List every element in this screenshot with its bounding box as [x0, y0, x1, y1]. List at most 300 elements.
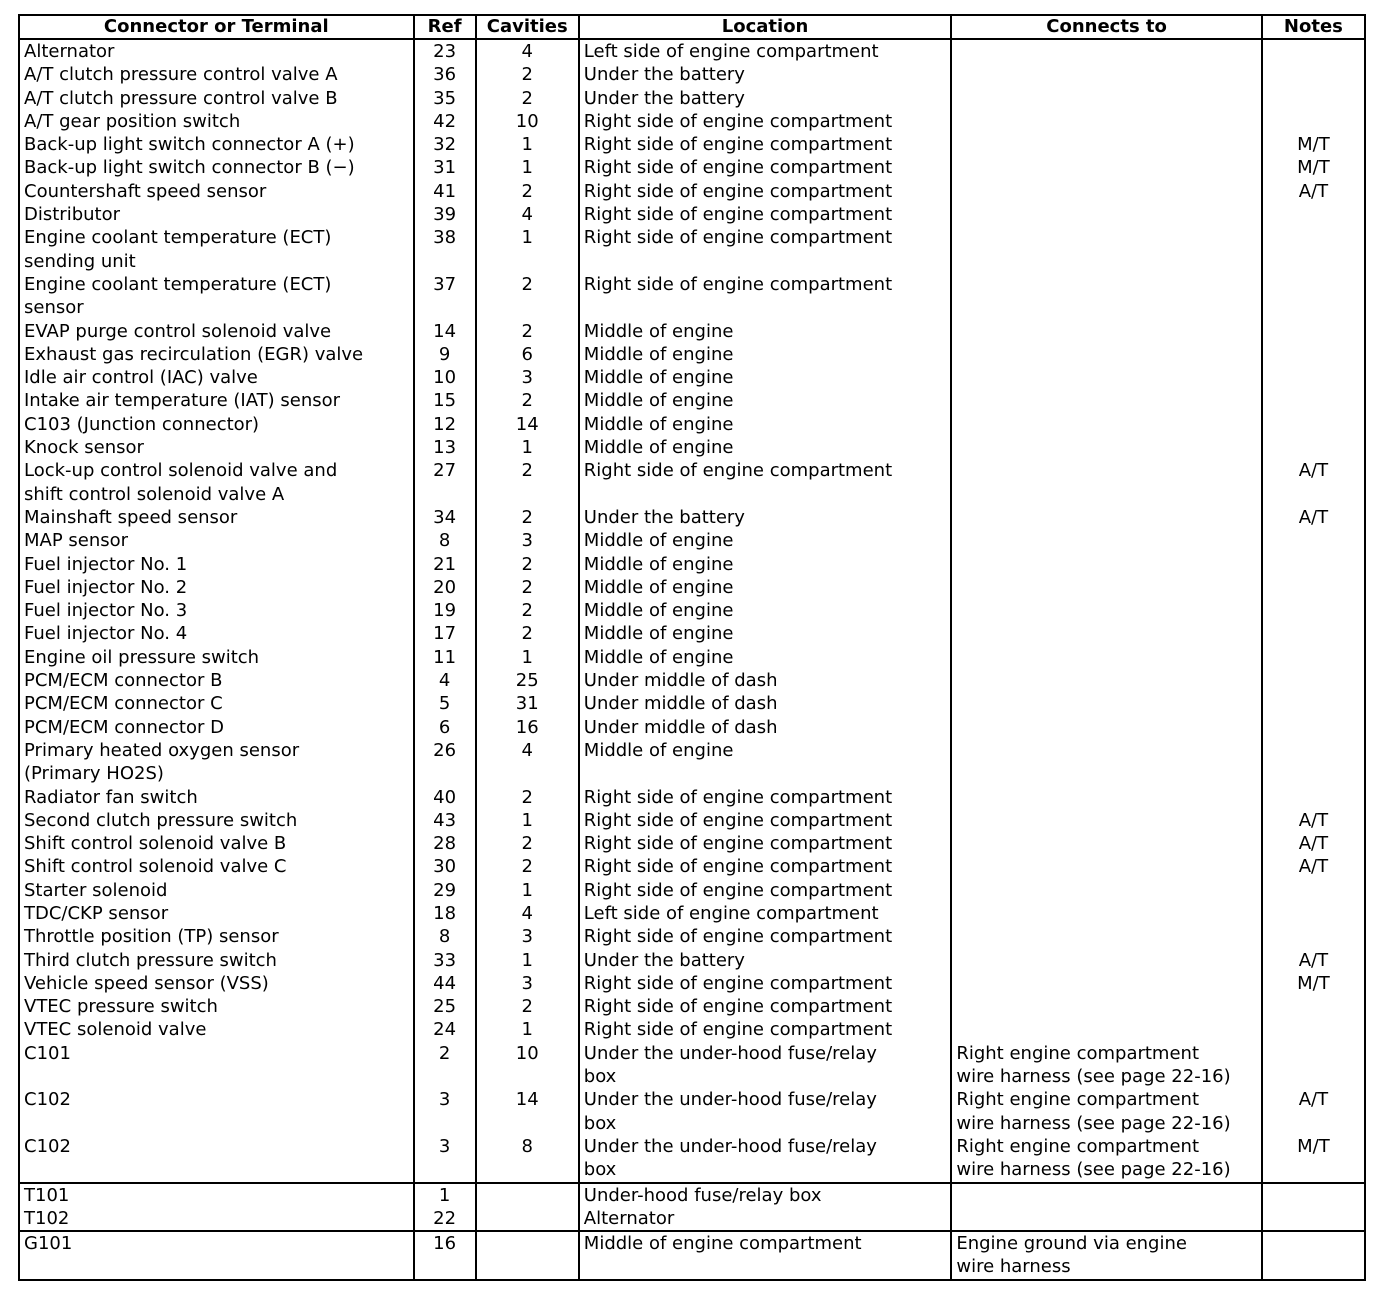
- connects-to-cell-line: wire harness (see page 22-16): [956, 1159, 1231, 1181]
- connector-cell-line: Vehicle speed sensor (VSS): [24, 972, 269, 994]
- connector-cell: [19, 949, 414, 972]
- cavities-cell: 2: [476, 995, 579, 1018]
- connects-to-cell: [951, 739, 1261, 786]
- ref-cell: 13: [414, 436, 476, 459]
- connects-to-cell: [951, 646, 1261, 669]
- connector-cell-line: sending unit: [24, 250, 136, 272]
- table-row: [19, 669, 1365, 692]
- location-cell: [579, 972, 952, 995]
- ref-cell: 2: [414, 1042, 476, 1089]
- connects-to-cell: [951, 692, 1261, 715]
- location-cell-line: Under middle of dash: [583, 693, 778, 715]
- connector-cell: [19, 366, 414, 389]
- location-cell-line: Right side of engine compartment: [583, 996, 893, 1018]
- connects-to-cell: [951, 39, 1261, 63]
- cavities-cell: 2: [476, 63, 579, 86]
- cavities-cell: 2: [476, 832, 579, 855]
- connector-cell-line: Exhaust gas recirculation (EGR) valve: [24, 343, 364, 365]
- connects-to-cell: [951, 156, 1261, 179]
- notes-cell: [1262, 576, 1365, 599]
- ref-cell: 19: [414, 599, 476, 622]
- location-cell-line: Middle of engine: [583, 437, 734, 459]
- connects-to-cell: [951, 226, 1261, 273]
- ref-cell: 15: [414, 389, 476, 412]
- location-cell-line: Under the battery: [583, 506, 745, 528]
- connects-to-cell: [951, 832, 1261, 855]
- location-cell-line: Under the under-hood fuse/relay: [583, 1042, 877, 1064]
- table-row: [19, 459, 1365, 506]
- ref-cell: 8: [414, 529, 476, 552]
- connects-to-cell: [951, 343, 1261, 366]
- connector-cell: [19, 203, 414, 226]
- connects-to-cell: [951, 180, 1261, 203]
- table-row: [19, 156, 1365, 179]
- cavities-cell: 4: [476, 739, 579, 786]
- connector-cell: [19, 436, 414, 459]
- table-row: [19, 87, 1365, 110]
- location-cell: [579, 366, 952, 389]
- notes-cell: A/T: [1262, 180, 1365, 203]
- connector-cell-line: MAP sensor: [24, 530, 129, 552]
- notes-cell: [1262, 1183, 1365, 1207]
- ref-cell: 22: [414, 1207, 476, 1231]
- location-cell-line: Under the under-hood fuse/relay: [583, 1089, 877, 1111]
- connector-cell: [19, 1018, 414, 1041]
- ref-cell: 43: [414, 809, 476, 832]
- cavities-cell: 2: [476, 786, 579, 809]
- connects-to-cell: [951, 925, 1261, 948]
- ref-cell: 16: [414, 1231, 476, 1280]
- cavities-cell: 2: [476, 459, 579, 506]
- cavities-cell: 2: [476, 320, 579, 343]
- ref-cell: 9: [414, 343, 476, 366]
- notes-cell: [1262, 1042, 1365, 1089]
- ref-cell: 40: [414, 786, 476, 809]
- ref-cell: 35: [414, 87, 476, 110]
- connector-cell-line: Intake air temperature (IAT) sensor: [24, 390, 341, 412]
- ref-cell: 3: [414, 1088, 476, 1135]
- location-cell: [579, 1018, 952, 1041]
- connector-cell-line: Countershaft speed sensor: [24, 180, 267, 202]
- table-row: [19, 972, 1365, 995]
- table-row: [19, 786, 1365, 809]
- connector-cell: [19, 972, 414, 995]
- connects-to-cell-line: Engine ground via engine: [956, 1233, 1187, 1255]
- ref-cell: 8: [414, 925, 476, 948]
- connector-cell: [19, 1042, 414, 1089]
- cavities-cell: 2: [476, 576, 579, 599]
- location-cell: [579, 110, 952, 133]
- connector-cell-line: (Primary HO2S): [24, 763, 164, 785]
- connects-to-cell-line: Right engine compartment: [956, 1042, 1200, 1064]
- header-row: [19, 15, 1365, 39]
- location-cell-line: Middle of engine: [583, 553, 734, 575]
- location-cell: [579, 879, 952, 902]
- cavities-cell: 2: [476, 622, 579, 645]
- connector-cell: [19, 809, 414, 832]
- connector-cell: [19, 413, 414, 436]
- location-cell: [579, 436, 952, 459]
- notes-cell: M/T: [1262, 133, 1365, 156]
- connector-cell: [19, 226, 414, 273]
- location-cell: [579, 320, 952, 343]
- connector-cell-line: G101: [24, 1233, 73, 1255]
- connector-cell: [19, 87, 414, 110]
- connector-cell-line: A/T clutch pressure control valve B: [24, 87, 338, 109]
- connector-cell-line: Back-up light switch connector B (−): [24, 157, 355, 179]
- cavities-cell: 2: [476, 389, 579, 412]
- connector-cell-line: T102: [24, 1207, 70, 1229]
- ref-cell: 20: [414, 576, 476, 599]
- notes-cell: A/T: [1262, 855, 1365, 878]
- location-cell: [579, 389, 952, 412]
- location-cell-line: Right side of engine compartment: [583, 1019, 893, 1041]
- table-row: [19, 1018, 1365, 1041]
- table-row: [19, 1135, 1365, 1183]
- table-row: [19, 203, 1365, 226]
- connects-to-cell: [951, 87, 1261, 110]
- ref-cell: 12: [414, 413, 476, 436]
- location-cell-line: Middle of engine: [583, 390, 734, 412]
- connects-to-cell: [951, 1018, 1261, 1041]
- connector-cell-line: Shift control solenoid valve B: [24, 833, 287, 855]
- location-cell: [579, 599, 952, 622]
- cavities-cell: 1: [476, 436, 579, 459]
- table-row: [19, 529, 1365, 552]
- notes-cell: [1262, 692, 1365, 715]
- connector-cell-line: TDC/CKP sensor: [24, 902, 169, 924]
- location-cell-line: Right side of engine compartment: [583, 809, 893, 831]
- cavities-cell: 4: [476, 39, 579, 63]
- notes-cell: [1262, 1231, 1365, 1280]
- cavities-cell: 31: [476, 692, 579, 715]
- location-cell: [579, 925, 952, 948]
- location-cell-line: Right side of engine compartment: [583, 879, 893, 901]
- connector-cell: [19, 553, 414, 576]
- connects-to-cell: [951, 622, 1261, 645]
- connector-cell: [19, 320, 414, 343]
- connects-to-cell: [951, 1231, 1261, 1280]
- connects-to-cell: [951, 413, 1261, 436]
- location-cell: [579, 413, 952, 436]
- connector-cell-line: PCM/ECM connector C: [24, 693, 223, 715]
- table-row: [19, 389, 1365, 412]
- notes-cell: [1262, 320, 1365, 343]
- ref-cell: 31: [414, 156, 476, 179]
- notes-cell: M/T: [1262, 972, 1365, 995]
- cavities-cell: 25: [476, 669, 579, 692]
- table-row: [19, 63, 1365, 86]
- location-cell-line: Middle of engine: [583, 530, 734, 552]
- location-cell-line: Right side of engine compartment: [583, 460, 893, 482]
- cavities-cell: 8: [476, 1135, 579, 1183]
- ref-cell: 38: [414, 226, 476, 273]
- connector-cell: [19, 832, 414, 855]
- connector-cell: [19, 343, 414, 366]
- notes-cell: [1262, 716, 1365, 739]
- connector-cell: [19, 1207, 414, 1231]
- connector-cell: [19, 529, 414, 552]
- ref-cell: 18: [414, 902, 476, 925]
- connector-cell: [19, 879, 414, 902]
- header-ref: Ref: [414, 15, 476, 39]
- connects-to-cell-line: wire harness: [956, 1256, 1071, 1278]
- cavities-cell: 1: [476, 879, 579, 902]
- table-row: [19, 995, 1365, 1018]
- cavities-cell: 3: [476, 925, 579, 948]
- connects-to-cell: [951, 273, 1261, 320]
- connector-cell-line: C102: [24, 1135, 71, 1157]
- connector-cell: [19, 63, 414, 86]
- connector-cell: [19, 1088, 414, 1135]
- ref-cell: 33: [414, 949, 476, 972]
- location-cell-line: Right side of engine compartment: [583, 110, 893, 132]
- connects-to-cell: [951, 529, 1261, 552]
- connects-to-cell: [951, 1183, 1261, 1207]
- connects-to-cell: [951, 389, 1261, 412]
- notes-cell: [1262, 739, 1365, 786]
- connector-cell-line: shift control solenoid valve A: [24, 483, 285, 505]
- notes-cell: [1262, 925, 1365, 948]
- location-cell-line: box: [583, 1066, 617, 1088]
- cavities-cell: 1: [476, 949, 579, 972]
- notes-cell: [1262, 273, 1365, 320]
- location-cell-line: box: [583, 1159, 617, 1181]
- ref-cell: 24: [414, 1018, 476, 1041]
- location-cell: [579, 809, 952, 832]
- cavities-cell: 2: [476, 599, 579, 622]
- cavities-cell: 2: [476, 553, 579, 576]
- table-row: [19, 599, 1365, 622]
- connects-to-cell-line: wire harness (see page 22-16): [956, 1112, 1231, 1134]
- location-cell-line: Middle of engine: [583, 739, 734, 761]
- table-row: [19, 1183, 1365, 1207]
- connects-to-cell: [951, 63, 1261, 86]
- header-notes: Notes: [1262, 15, 1365, 39]
- connector-cell-line: Throttle position (TP) sensor: [24, 926, 279, 948]
- ref-cell: 6: [414, 716, 476, 739]
- location-cell: [579, 343, 952, 366]
- ref-cell: 3: [414, 1135, 476, 1183]
- cavities-cell: 2: [476, 855, 579, 878]
- table-row: [19, 879, 1365, 902]
- connector-cell-line: Knock sensor: [24, 437, 144, 459]
- notes-cell: [1262, 343, 1365, 366]
- connector-cell: [19, 576, 414, 599]
- location-cell-line: Right side of engine compartment: [583, 157, 893, 179]
- connector-cell-line: C103 (Junction connector): [24, 413, 260, 435]
- connector-table: [18, 14, 1366, 1281]
- location-cell: [579, 739, 952, 786]
- notes-cell: M/T: [1262, 156, 1365, 179]
- connects-to-cell: [951, 786, 1261, 809]
- table-row: [19, 226, 1365, 273]
- location-cell-line: Under middle of dash: [583, 670, 778, 692]
- notes-cell: [1262, 879, 1365, 902]
- notes-cell: [1262, 226, 1365, 273]
- notes-cell: [1262, 902, 1365, 925]
- connector-cell: [19, 156, 414, 179]
- cavities-cell: 2: [476, 87, 579, 110]
- connects-to-cell: [951, 599, 1261, 622]
- connector-cell: [19, 273, 414, 320]
- connector-cell-line: A/T clutch pressure control valve A: [24, 64, 338, 86]
- table-row: [19, 110, 1365, 133]
- connector-cell: [19, 506, 414, 529]
- table-row: [19, 1207, 1365, 1231]
- table-row: [19, 39, 1365, 63]
- notes-cell: A/T: [1262, 459, 1365, 506]
- location-cell-line: Right side of engine compartment: [583, 856, 893, 878]
- connects-to-cell: [951, 203, 1261, 226]
- location-cell: [579, 506, 952, 529]
- table-row: [19, 366, 1365, 389]
- ref-cell: 21: [414, 553, 476, 576]
- location-cell: [579, 576, 952, 599]
- connects-to-cell: [951, 855, 1261, 878]
- connector-cell: [19, 855, 414, 878]
- notes-cell: [1262, 786, 1365, 809]
- connector-cell-line: Distributor: [24, 204, 121, 226]
- location-cell-line: Right side of engine compartment: [583, 273, 893, 295]
- table-row: [19, 739, 1365, 786]
- table-row: [19, 436, 1365, 459]
- notes-cell: A/T: [1262, 949, 1365, 972]
- cavities-cell: 1: [476, 133, 579, 156]
- location-cell: [579, 902, 952, 925]
- connector-cell-line: Engine coolant temperature (ECT): [24, 227, 332, 249]
- ref-cell: 10: [414, 366, 476, 389]
- location-cell-line: Under the battery: [583, 949, 745, 971]
- ref-cell: 44: [414, 972, 476, 995]
- notes-cell: [1262, 995, 1365, 1018]
- connector-cell: [19, 622, 414, 645]
- connects-to-cell-line: wire harness (see page 22-16): [956, 1066, 1231, 1088]
- notes-cell: A/T: [1262, 832, 1365, 855]
- ref-cell: 27: [414, 459, 476, 506]
- location-cell: [579, 133, 952, 156]
- connects-to-cell: [951, 1088, 1261, 1135]
- location-cell-line: box: [583, 1112, 617, 1134]
- location-cell: [579, 63, 952, 86]
- table-row: [19, 320, 1365, 343]
- connector-cell-line: Back-up light switch connector A (+): [24, 134, 355, 156]
- connects-to-cell: [951, 459, 1261, 506]
- connects-to-cell: [951, 133, 1261, 156]
- notes-cell: [1262, 553, 1365, 576]
- cavities-cell: 2: [476, 273, 579, 320]
- cavities-cell: 14: [476, 1088, 579, 1135]
- cavities-cell: 1: [476, 156, 579, 179]
- connector-cell-line: Third clutch pressure switch: [24, 949, 277, 971]
- connector-cell-line: C102: [24, 1089, 71, 1111]
- connector-cell: [19, 599, 414, 622]
- location-cell-line: Right side of engine compartment: [583, 833, 893, 855]
- ref-cell: 32: [414, 133, 476, 156]
- location-cell: [579, 949, 952, 972]
- location-cell: [579, 459, 952, 506]
- table-row: [19, 576, 1365, 599]
- table-row: [19, 1088, 1365, 1135]
- connector-cell-line: Shift control solenoid valve C: [24, 856, 287, 878]
- connector-cell: [19, 1135, 414, 1183]
- location-cell-line: Middle of engine: [583, 413, 734, 435]
- connects-to-cell: [951, 972, 1261, 995]
- cavities-cell: 3: [476, 529, 579, 552]
- location-cell: [579, 669, 952, 692]
- notes-cell: [1262, 110, 1365, 133]
- connector-cell-line: Radiator fan switch: [24, 786, 198, 808]
- location-cell: [579, 226, 952, 273]
- location-cell-line: Left side of engine compartment: [583, 902, 879, 924]
- connector-cell: [19, 739, 414, 786]
- location-cell: [579, 1207, 952, 1231]
- cavities-cell: 10: [476, 1042, 579, 1089]
- connects-to-cell: [951, 669, 1261, 692]
- location-cell: [579, 1231, 952, 1280]
- connector-cell-line: VTEC pressure switch: [24, 996, 218, 1018]
- ref-cell: 41: [414, 180, 476, 203]
- location-cell-line: Right side of engine compartment: [583, 972, 893, 994]
- cavities-cell: 6: [476, 343, 579, 366]
- connector-cell: [19, 646, 414, 669]
- cavities-cell: 1: [476, 1018, 579, 1041]
- location-cell: [579, 180, 952, 203]
- location-cell-line: Alternator: [583, 1207, 675, 1229]
- location-cell: [579, 622, 952, 645]
- notes-cell: [1262, 599, 1365, 622]
- header-connects-to: Connects to: [951, 15, 1261, 39]
- connector-cell: [19, 110, 414, 133]
- location-cell: [579, 87, 952, 110]
- notes-cell: [1262, 366, 1365, 389]
- connector-cell-line: Primary heated oxygen sensor: [24, 739, 300, 761]
- connector-cell-line: Engine oil pressure switch: [24, 646, 260, 668]
- ref-cell: 5: [414, 692, 476, 715]
- connector-cell: [19, 39, 414, 63]
- location-cell-line: Middle of engine: [583, 600, 734, 622]
- ref-cell: 28: [414, 832, 476, 855]
- location-cell-line: Under-hood fuse/relay box: [583, 1184, 822, 1206]
- ref-cell: 11: [414, 646, 476, 669]
- connects-to-cell-line: Right engine compartment: [956, 1135, 1200, 1157]
- notes-cell: A/T: [1262, 809, 1365, 832]
- connector-cell: [19, 389, 414, 412]
- location-cell: [579, 156, 952, 179]
- location-cell-line: Under the under-hood fuse/relay: [583, 1135, 877, 1157]
- connector-cell-line: Idle air control (IAC) valve: [24, 367, 258, 389]
- table-body: [19, 39, 1365, 1280]
- connects-to-cell: [951, 902, 1261, 925]
- connector-cell-line: C101: [24, 1042, 71, 1064]
- location-cell: [579, 203, 952, 226]
- connector-cell-line: Engine coolant temperature (ECT): [24, 273, 332, 295]
- table-row: [19, 413, 1365, 436]
- connector-cell: [19, 459, 414, 506]
- location-cell-line: Middle of engine: [583, 646, 734, 668]
- connects-to-cell: [951, 366, 1261, 389]
- location-cell: [579, 855, 952, 878]
- location-cell: [579, 1042, 952, 1089]
- ref-cell: 1: [414, 1183, 476, 1207]
- location-cell: [579, 995, 952, 1018]
- location-cell: [579, 1088, 952, 1135]
- header-cavities: Cavities: [476, 15, 579, 39]
- cavities-cell: 4: [476, 902, 579, 925]
- connects-to-cell: [951, 436, 1261, 459]
- notes-cell: [1262, 39, 1365, 63]
- notes-cell: [1262, 669, 1365, 692]
